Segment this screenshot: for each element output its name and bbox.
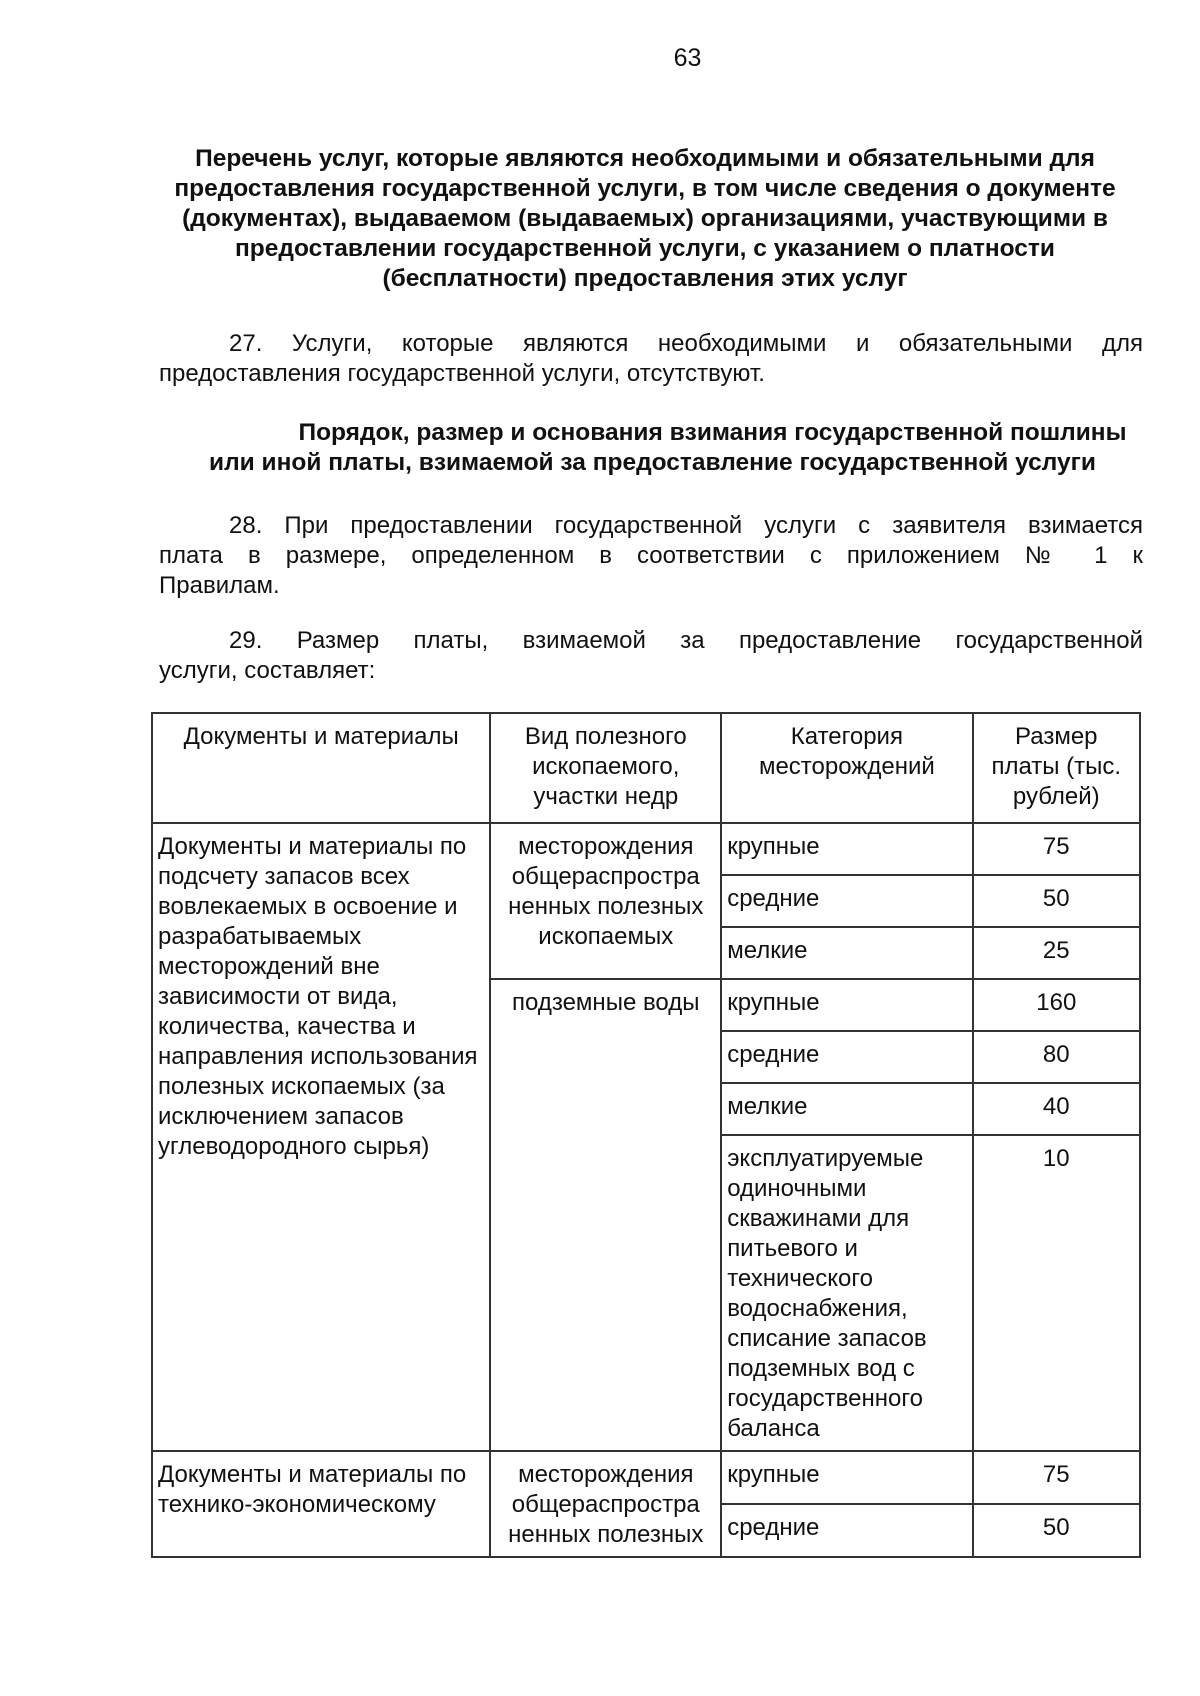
paragraph-28 — [159, 511, 1143, 601]
column-header-deposit-category: Категория месторождений — [721, 713, 972, 823]
documents-cell: Документы и материалы по технико-экономическому — [152, 1451, 490, 1557]
paragraph-27-rest: предоставления государственной услуги, отсутствуют. — [159, 360, 765, 387]
table-header-row — [152, 713, 1140, 823]
category-cell: средние — [721, 1031, 972, 1083]
section-heading-fees-line-1: Порядок, размер и основания взимания государственной пошлины — [298, 419, 1127, 446]
page-number: 63 — [673, 44, 702, 72]
paragraph-28-line-1: 28. При предоставлении государственной услуги с заявителя взимается — [229, 512, 1143, 539]
category-cell: средние — [721, 875, 972, 927]
fee-cell: 160 — [973, 979, 1140, 1031]
column-header-fee: Размер платы (тыс. рублей) — [973, 713, 1140, 823]
fee-cell: 50 — [973, 1504, 1140, 1557]
table-row — [152, 1451, 1140, 1504]
fee-cell: 10 — [973, 1135, 1140, 1451]
category-cell: средние — [721, 1504, 972, 1557]
mineral-type-cell: подземные воды — [490, 979, 721, 1451]
section-heading-fees — [160, 418, 1145, 478]
table-row — [152, 823, 1140, 875]
category-cell: эксплуатируемые одиночными скважинами для питьевого и технического водоснабжения, списание запасов подземных вод с государственного баланса — [721, 1135, 972, 1451]
fee-cell: 25 — [973, 927, 1140, 979]
category-cell: крупные — [721, 979, 972, 1031]
paragraph-28-line-2: плата в размере, определенном в соответствии с приложением № 1 к — [159, 542, 1143, 569]
fee-cell: 75 — [973, 823, 1140, 875]
documents-cell: Документы и материалы по подсчету запасов всех вовлекаемых в освоение и разрабатываемых месторождений вне зависимости от вида, количества, качества и направления использования полезных ископаемых (за исключением запасов углеводородного сырья) — [152, 823, 490, 1451]
fee-cell: 50 — [973, 875, 1140, 927]
paragraph-29 — [159, 626, 1143, 686]
paragraph-27 — [159, 329, 1143, 389]
fee-cell: 40 — [973, 1083, 1140, 1135]
section-heading-services: Перечень услуг, которые являются необходимыми и обязательными для предоставления государственной услуги, в том числе сведения о документе (документах), выдаваемом (выдаваемых) организациями, участвующими в предоставлении государственной услуги, с указанием о платности (бесплатности) предоставления этих услуг — [174, 145, 1116, 292]
paragraph-27-line-1: 27. Услуги, которые являются необходимыми и обязательными для — [229, 330, 1143, 357]
category-cell: крупные — [721, 1451, 972, 1504]
column-header-mineral-type: Вид полезного ископаемого, участки недр — [490, 713, 721, 823]
category-cell: мелкие — [721, 927, 972, 979]
mineral-type-cell: месторождения общераспростра ненных полезных ископаемых — [490, 823, 721, 979]
mineral-type-cell: месторождения общераспростра ненных полезных — [490, 1451, 721, 1557]
category-cell: мелкие — [721, 1083, 972, 1135]
fee-table — [151, 712, 1141, 1558]
section-heading-fees-line-2: или иной платы, взимаемой за предоставление государственной услуги — [209, 449, 1096, 476]
fee-cell: 80 — [973, 1031, 1140, 1083]
column-header-documents: Документы и материалы — [152, 713, 490, 823]
category-cell: крупные — [721, 823, 972, 875]
paragraph-28-rest: Правилам. — [159, 572, 280, 599]
paragraph-29-line-1: 29. Размер платы, взимаемой за предоставление государственной — [229, 627, 1143, 654]
paragraph-29-rest: услуги, составляет: — [159, 657, 376, 684]
fee-cell: 75 — [973, 1451, 1140, 1504]
